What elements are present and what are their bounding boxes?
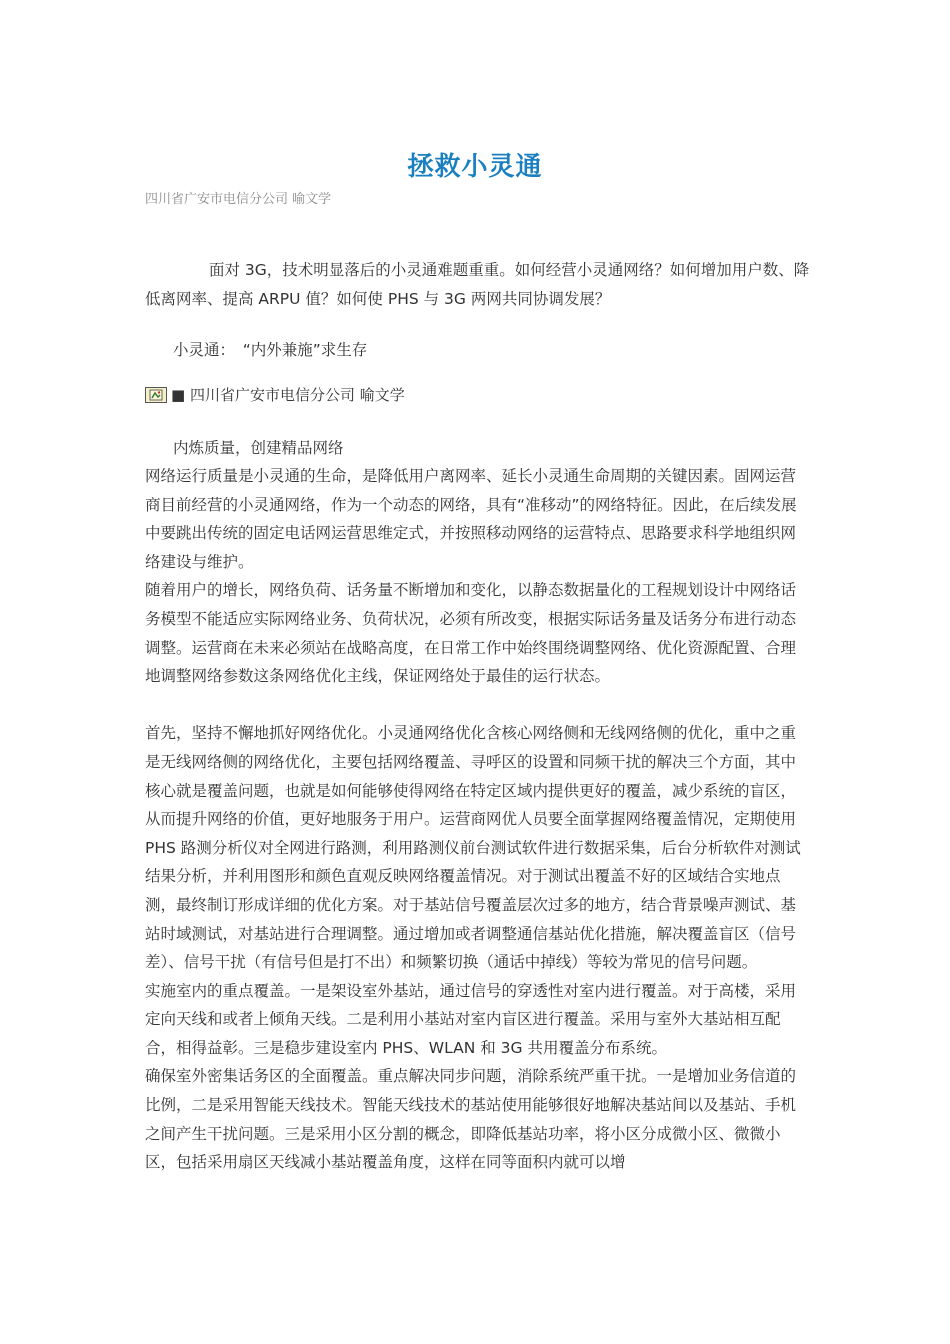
paragraph: 首先，坚持不懈地抓好网络优化。小灵通网络优化含核心网络侧和无线网络侧的优化，重中之重是无线网络侧的网络优化，主要包括网络覆盖、寻呼区的设置和同频干扰的解决三个方面，其中核心就是覆盖问题，也就是如何能够使得网络在特定区域内提供更好的覆盖，减少系统的盲区，从而提升网络的价值，更好地服务于用户。运营商网优人员要全面掌握网络覆盖情况，定期使用 PHS 路测分析仪对全网进行路测，利用路测仪前台测试软件进行数据采集，后台分析软件对测试结果分析，并利用图形和颜色直观反映网络覆盖情况。对于测试出覆盖不好的区域结合实地点测，最终制订形成详细的优化方案。对于基站信号覆盖层次过多的地方，结合背景噪声测试、基站时域测试，对基站进行合理调整。通过增加或者调整通信基站优化措施，解决覆盖盲区（信号差）、信号干扰（有信号但是打不出）和频繁切换（通话中掉线）等较为常见的信号问题。 [145,724,801,972]
byline: 四川省广安市电信分公司 喻文学 [145,192,332,207]
paragraph: 确保室外密集话务区的全面覆盖。重点解决同步问题，消除系统严重干扰。一是增加业务信道的比例，二是采用智能天线技术。智能天线技术的基站使用能够很好地解决基站间以及基站、手机之间产生干扰问题。三是采用小区分割的概念，即降低基站功率，将小区分成微小区、微微小区，包括采用扇区天线减小基站覆盖角度，这样在同等面积内就可以增 [145,1067,797,1172]
page-title: 拯救小灵通 [407,152,543,182]
article-body [145,462,810,1177]
intro-paragraph [145,256,810,313]
section-heading: 内炼质量，创建精品网络 [173,439,344,457]
paragraph: 实施室内的重点覆盖。一是架设室外基站，通过信号的穿透性对室内进行覆盖。对于高楼，采用定向天线和或者上倾角天线。二是利用小基站对室内盲区进行覆盖。采用与室外大基站相互配合，相得益彰。三是稳步建设室内 PHS、WLAN 和 3G 共用覆盖分布系统。 [145,981,797,1057]
intro-text: 面对 3G，技术明显落后的小灵通难题重重。如何经营小灵通网络？如何增加用户数、降低离网率、提高 ARPU 值？如何使 PHS 与 3G 两网共同协调发展？ [145,261,810,308]
broken-image-icon [145,387,167,403]
paragraph: 随着用户的增长，网络负荷、话务量不断增加和变化，以静态数据量化的工程规划设计中网络话务模型不能适应实际网络业务、负荷状况，必须有所改变，根据实际话务量及话务分布进行动态调整。运营商在未来必须站在战略高度，在日常工作中始终围绕调整网络、优化资源配置、合理地调整网络参数这条网络优化主线，保证网络处于最佳的运行状态。 [145,581,797,686]
paragraph: 网络运行质量是小灵通的生命，是降低用户离网率、延长小灵通生命周期的关键因素。固网运营商目前经营的小灵通网络，作为一个动态的网络，具有“准移动”的网络特征。因此，在后续发展中要跳出传统的固定电话网运营思维定式，并按照移动网络的运营特点、思路要求科学地组织网络建设与维护。 [145,467,797,571]
author-text: ■ 四川省广安市电信分公司 喻文学 [171,386,405,404]
paragraph-gap [145,691,810,720]
subheading: 小灵通： “内外兼施”求生存 [173,341,368,359]
author-line [145,384,405,405]
